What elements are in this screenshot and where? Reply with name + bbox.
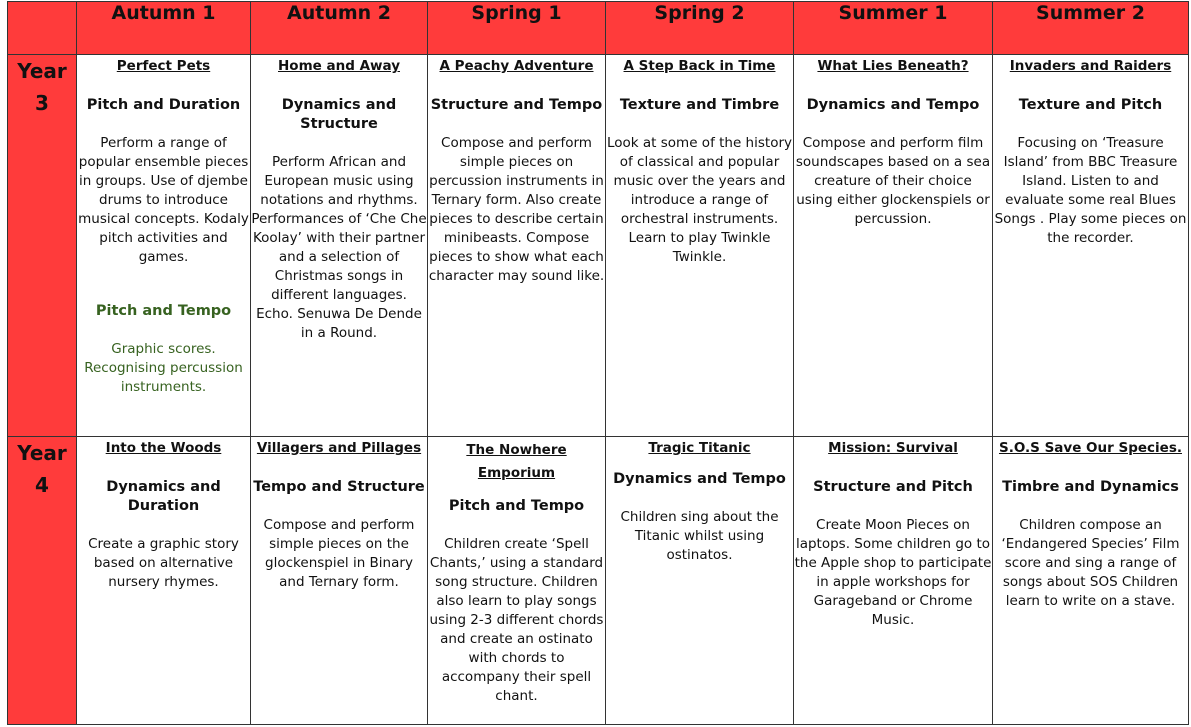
- year-3-row: [8, 55, 1189, 437]
- unit-focus: Dynamics and Tempo: [613, 471, 786, 487]
- unit-description: Children sing about the Titanic whilst using ostinatos.: [620, 509, 779, 563]
- unit-focus: Texture and Pitch: [1018, 97, 1163, 113]
- y3-summer-2-cell: [993, 55, 1189, 437]
- year-4-label: [8, 437, 77, 725]
- header-row: [8, 2, 1189, 55]
- header-autumn-2: Autumn 2: [251, 2, 428, 55]
- unit-description: Children create ‘Spell Chants,’ using a standard song structure. Children also learn to play songs using 2-3 different chords and create an ostinato with chords to accompany their spell chant.: [429, 536, 604, 704]
- year-number: 4: [35, 473, 49, 497]
- unit-focus: Structure and Pitch: [813, 479, 973, 495]
- unit-focus: Structure and Tempo: [430, 97, 603, 113]
- unit-title: Into the Woods: [105, 440, 222, 456]
- unit-title: Tragic Titanic: [648, 440, 751, 456]
- unit-title: Home and Away: [278, 58, 400, 74]
- unit-title: Perfect Pets: [116, 58, 211, 74]
- unit-title: A Peachy Adventure: [439, 58, 594, 74]
- curriculum-table: [7, 1, 1189, 725]
- unit-title: Invaders and Raiders: [1009, 58, 1172, 74]
- year-4-row: [8, 437, 1189, 725]
- unit-focus: Texture and Timbre: [619, 97, 780, 113]
- unit-description: Perform African and European music using notations and rhythms. Performances of ‘Che Che Koolay’ with their partner and a selection of Christmas songs in different languages. Echo. Senuwa De Dende in a Round.: [251, 154, 427, 341]
- unit-description: Compose and perform simple pieces on the glockenspiel in Binary and Ternary form.: [263, 517, 415, 590]
- corner-cell: [8, 2, 77, 55]
- unit-description-secondary: Graphic scores. Recognising percussion instruments.: [84, 341, 243, 395]
- unit-focus: Pitch and Duration: [86, 97, 241, 113]
- unit-focus: Timbre and Dynamics: [1002, 479, 1179, 495]
- y3-spring-2-cell: [606, 55, 794, 437]
- header-summer-2: Summer 2: [993, 2, 1189, 55]
- unit-description: Compose and perform simple pieces on percussion instruments in Ternary form. Also create pieces to describe certain minibeasts. Compose pieces to show what each character may sound like.: [428, 135, 605, 284]
- y4-spring-2-cell: [606, 437, 794, 725]
- y4-summer-2-cell: [993, 437, 1189, 725]
- unit-title: Mission: Survival: [828, 440, 958, 456]
- header-spring-1: Spring 1: [428, 2, 606, 55]
- unit-focus-secondary: Pitch and Tempo: [95, 303, 232, 319]
- unit-focus: Dynamics and Tempo: [806, 97, 980, 113]
- unit-focus: Tempo and Structure: [253, 479, 425, 495]
- year-3-label: [8, 55, 77, 437]
- unit-description: Create a graphic story based on alternative nursery rhymes.: [88, 536, 239, 590]
- unit-description: Perform a range of popular ensemble pieces in groups. Use of djembe drums to introduce musical concepts. Kodaly pitch activities and games.: [78, 135, 249, 265]
- y4-spring-1-cell: [428, 437, 606, 725]
- unit-description: Compose and perform film soundscapes based on a sea creature of their choice using either glockenspiels or percussion.: [795, 135, 991, 227]
- unit-title: A Step Back in Time: [623, 58, 776, 74]
- unit-title: Villagers and Pillages: [256, 440, 422, 456]
- unit-description: Look at some of the history of classical and popular music over the years and introduce a range of orchestral instruments. Learn to play Twinkle Twinkle.: [607, 135, 792, 265]
- y3-summer-1-cell: [794, 55, 993, 437]
- unit-title: S.O.S Save Our Species.: [998, 440, 1182, 456]
- year-word: Year: [17, 59, 67, 83]
- y3-spring-1-cell: [428, 55, 606, 437]
- header-autumn-1: Autumn 1: [77, 2, 251, 55]
- unit-description: Focusing on ‘Treasure Island’ from BBC Treasure Island. Listen to and evaluate some real Blues Songs . Play some pieces on the recorder.: [994, 135, 1187, 246]
- unit-focus: Dynamics and Duration: [106, 479, 221, 514]
- header-spring-2: Spring 2: [606, 2, 794, 55]
- y3-autumn-1-cell: [77, 55, 251, 437]
- y4-autumn-2-cell: [251, 437, 428, 725]
- unit-title: The Nowhere Emporium: [466, 442, 567, 481]
- y3-autumn-2-cell: [251, 55, 428, 437]
- year-word: Year: [17, 441, 67, 465]
- unit-description: Children compose an ‘Endangered Species’ Film score and sing a range of songs about SOS Children learn to write on a stave.: [1001, 517, 1180, 609]
- unit-focus: Pitch and Tempo: [448, 498, 585, 514]
- y4-autumn-1-cell: [77, 437, 251, 725]
- unit-focus: Dynamics and Structure: [281, 97, 397, 132]
- y4-summer-1-cell: [794, 437, 993, 725]
- year-number: 3: [35, 91, 49, 115]
- unit-description: Create Moon Pieces on laptops. Some children go to the Apple shop to participate in apple workshops for Garageband or Chrome Music.: [794, 517, 992, 628]
- unit-title: What Lies Beneath?: [817, 58, 969, 74]
- header-summer-1: Summer 1: [794, 2, 993, 55]
